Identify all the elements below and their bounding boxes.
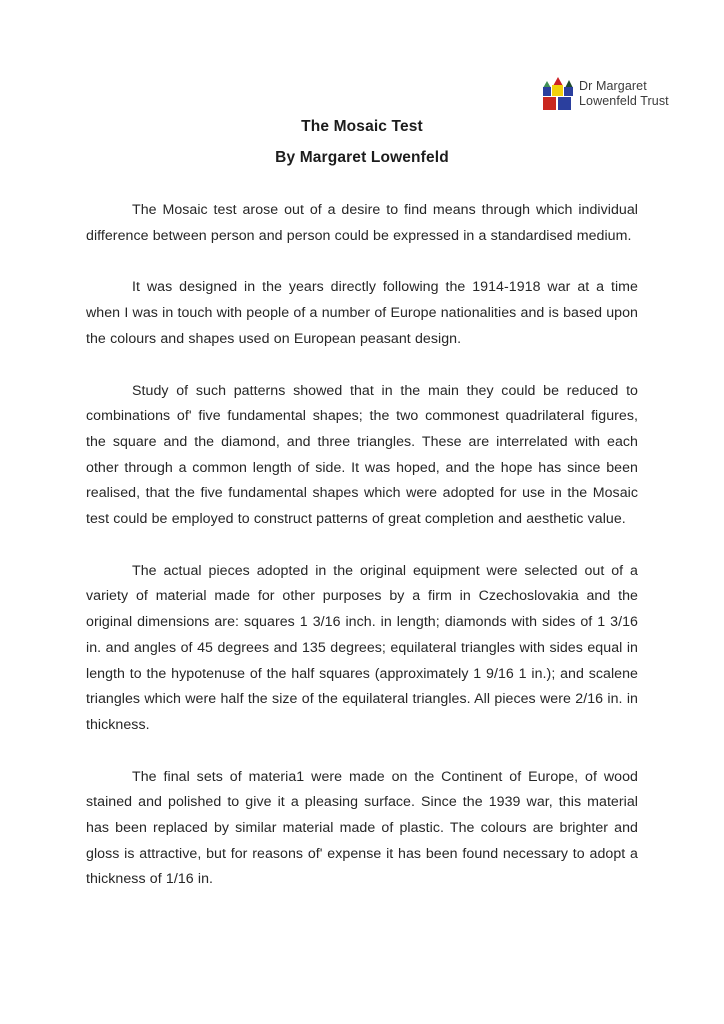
block-body-yellow: [552, 85, 563, 96]
logo-block-yellow-house: [552, 77, 563, 96]
block-body-blue-2: [564, 87, 573, 96]
logo-square-blue: [558, 97, 571, 110]
organisation-logo: [543, 76, 669, 112]
logo-wordmark-line-2: Lowenfeld Trust: [579, 94, 669, 108]
logo-wordmark-line-1: Dr Margaret: [579, 79, 647, 93]
logo-block-darkgreen-house: [564, 80, 573, 96]
mosaic-blocks-icon: [543, 76, 573, 112]
paragraph-2: It was designed in the years directly following the 1914-1918 war at a time when I was in touch with people of a number of Europe nationalities and is based upon the colours and shapes used on European peasant design.: [86, 279, 638, 347]
paragraph-4: The actual pieces adopted in the original equipment were selected out of a variety of material made for other purposes by a firm in Czechoslovakia and the original dimensions are: squares 1 3/16 inch. in length; diamonds with sides of 1 3/16 in. and angles of 45 degrees and 135 degrees; equilateral triangles with sides equal in length to the hypotenuse of the half squares (approximately 1 9/16 1 in.); and scalene triangles which were half the size of the equilateral triangles. All pieces were 2/16 in. in thickness.: [86, 562, 638, 733]
paragraph-1: The Mosaic test arose out of a desire to find means through which individual difference between person and person could be expressed in a standardised medium.: [86, 202, 638, 244]
page-title: The Mosaic Test: [301, 118, 423, 135]
logo-square-red: [543, 97, 556, 110]
logo-block-green-house: [543, 81, 551, 96]
paragraph-5: The final sets of materia1 were made on the Continent of Europe, of wood stained and polished to give it a pleasing surface. Since the 1939 war, this material has been replaced by similar material made of plastic. The colours are brighter and gloss is attractive, but for reasons of' expense it has been found necessary to adopt a thickness of 1/16 in.: [86, 768, 638, 888]
page-byline: By Margaret Lowenfeld: [275, 149, 449, 166]
document-body: [86, 198, 638, 893]
block-body-blue: [543, 87, 551, 96]
logo-wordmark: [579, 79, 669, 109]
paragraph-3: Study of such patterns showed that in the main they could be reduced to combinations of' five fundamental shapes; the two commonest quadrilateral figures, the square and the diamond, and three triangles. These are interrelated with each other through a common length of side. It was hoped, and the hope has since been realised, that the five fundamental shapes which were adopted for use in the Mosaic test could be employed to construct patterns of great completion and aesthetic value.: [86, 382, 638, 528]
